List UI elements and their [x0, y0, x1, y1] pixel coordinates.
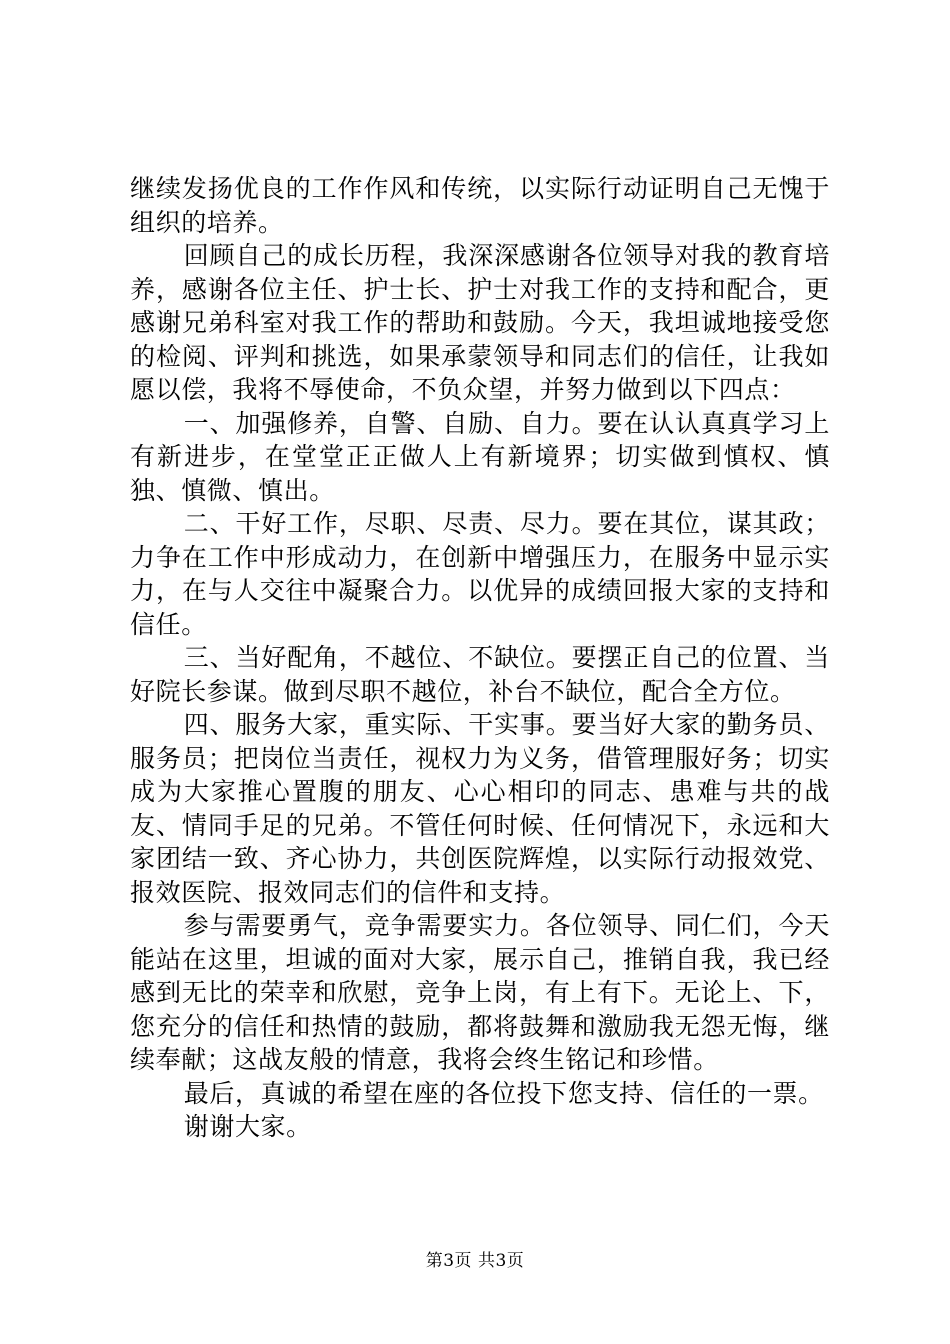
paragraph-point-four: 四、服务大家，重实际、干实事。要当好大家的勤务员、服务员；把岗位当责任，视权力为义务，借管理服好务；切实成为大家推心置腹的朋友、心心相印的同志、患难与共的战友、情同手足的兄弟。不管任何时候、任何情况下，永远和大家团结一致、齐心协力，共创医院辉煌，以实际行动报效党、报效医院、报效同志们的信件和支持。	[130, 710, 830, 907]
document-body	[130, 172, 830, 1144]
paragraph-thanks: 谢谢大家。	[183, 1112, 312, 1141]
paragraph-courage: 参与需要勇气，竞争需要实力。各位领导、同仁们，今天能站在这里，坦诚的面对大家，展示自己，推销自我，我已经感到无比的荣幸和欣慰，竞争上岗，有上有下。无论上、下，您充分的信任和热情的鼓励，都将鼓舞和激励我无怨无悔，继续奉献；这战友般的情意，我将会终生铭记和珍惜。	[130, 911, 830, 1074]
paragraph-continuation: 继续发扬优良的工作作风和传统，以实际行动证明自己无愧于组织的培养。	[130, 174, 830, 237]
paragraph-point-one: 一、加强修养，自警、自励、自力。要在认认真真学习上有新进步，在堂堂正正做人上有新境界；切实做到慎权、慎独、慎微、慎出。	[130, 408, 830, 505]
paragraph-gratitude: 回顾自己的成长历程，我深深感谢各位领导对我的教育培养，感谢各位主任、护士长、护士对我工作的支持和配合，更感谢兄弟科室对我工作的帮助和鼓励。今天，我坦诚地接受您的检阅、评判和挑选，如果承蒙领导和同志们的信任，让我如愿以偿，我将不辱使命，不负众望，并努力做到以下四点：	[130, 241, 830, 404]
paragraph-point-three: 三、当好配角，不越位、不缺位。要摆正自己的位置、当好院长参谋。做到尽职不越位，补台不缺位，配合全方位。	[130, 643, 830, 706]
paragraph-closing: 最后，真诚的希望在座的各位投下您支持、信任的一票。	[183, 1078, 824, 1108]
page-footer: 第3页 共3页	[425, 1251, 525, 1271]
paragraph-point-two: 二、干好工作，尽职、尽责、尽力。要在其位，谋其政；力争在工作中形成动力，在创新中增强压力，在服务中显示实力，在与人交往中凝聚合力。以优异的成绩回报大家的支持和信任。	[130, 509, 830, 639]
